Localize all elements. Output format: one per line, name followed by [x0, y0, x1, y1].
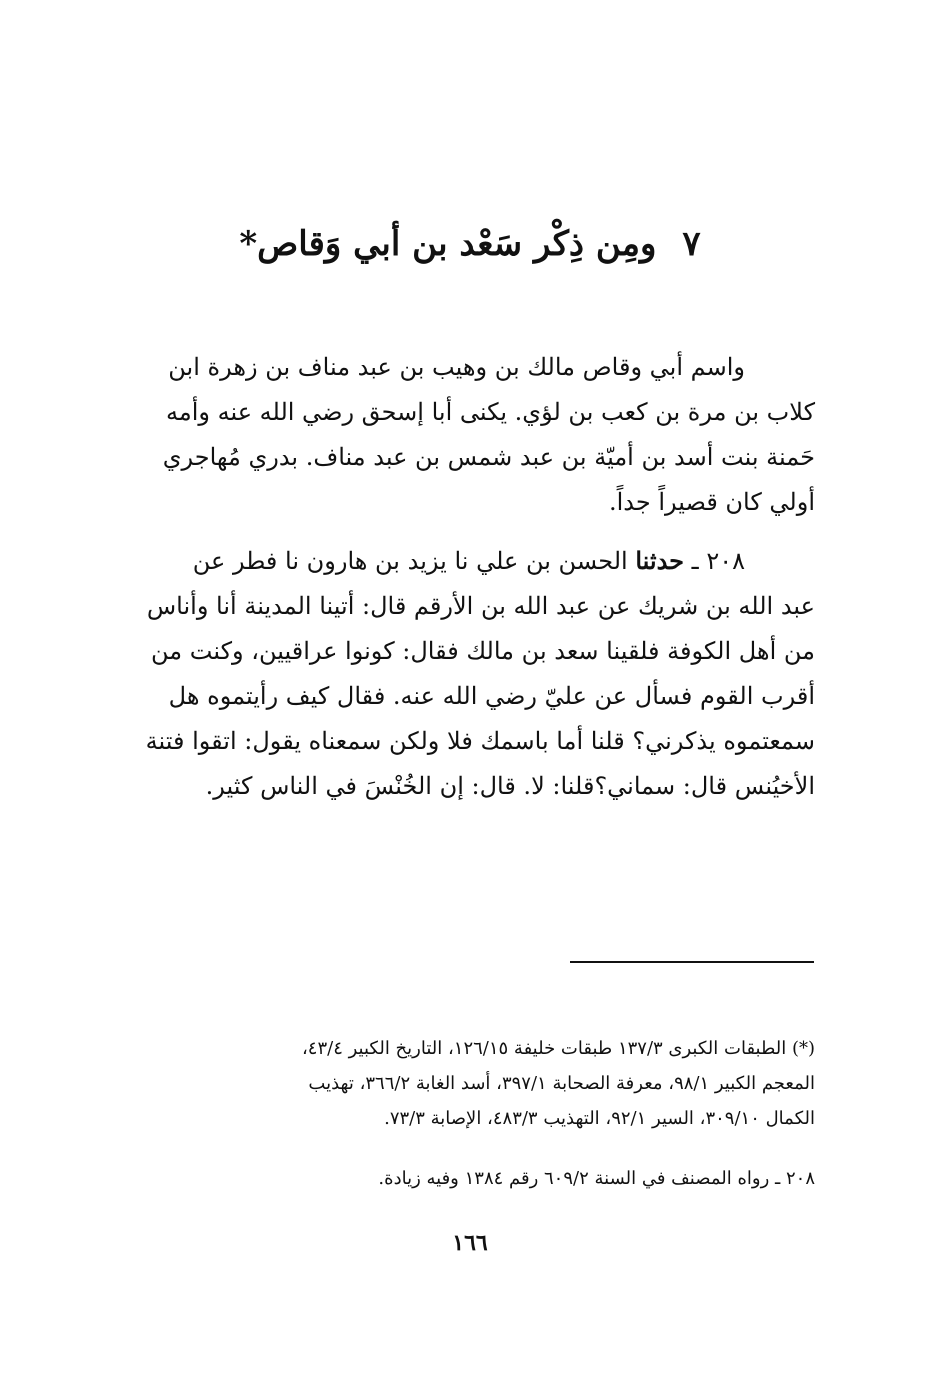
- paragraph-line: واسم أبي وقاص مالك بن وهيب بن عبد مناف بن زهرة ابن: [168, 353, 745, 381]
- footnote-separator: [570, 961, 814, 963]
- chapter-title: ومِن ذِكْر سَعْد بن أبي وَقاص*: [239, 224, 657, 264]
- hadith-number: ٢٠٨ ـ: [691, 547, 745, 575]
- paragraph-line: كلاب بن مرة بن كعب بن لؤي. يكنى أبا إسحق رضي الله عنه وأمه: [165, 398, 815, 426]
- paragraph-line: أقرب القوم فسأل عن عليّ رضي الله عنه. فقال كيف رأيتموه هل: [168, 682, 815, 710]
- hadith-footnote: [135, 1161, 815, 1196]
- paragraph-line: من أهل الكوفة فلقينا سعد بن مالك فقال: كونوا عراقيين، وكنت من: [151, 637, 815, 665]
- paragraph-line: عبد الله بن شريك عن عبد الله بن الأرقم قال: أتينا المدينة أنا وأناس: [146, 592, 815, 620]
- footnote-line: الكمال ٣٠٩/١٠، السير ٩٢/١، التهذيب ٤٨٣/٣، الإصابة ٧٣/٣.: [384, 1108, 815, 1129]
- hadith-lead-word: حدثنا: [635, 546, 685, 575]
- paragraph-line: سمعتموه يذكرني؟ قلنا أما باسمك فلا ولكن سمعناه يقول: اتقوا فتنة: [145, 727, 815, 755]
- biography-paragraph: [135, 345, 815, 525]
- paragraph-line: أولي كان قصيراً جداً.: [609, 488, 815, 516]
- source-footnote: [135, 1031, 815, 1136]
- footnote-line: المعجم الكبير ٩٨/١، معرفة الصحابة ٣٩٧/١، أسد الغابة ٣٦٦/٢، تهذيب: [308, 1073, 815, 1094]
- paragraph-line: الأخيُنس قال: سماني؟قلنا: لا. قال: إن الخُنْسَ في الناس كثير.: [205, 772, 815, 800]
- footnote-line: (*) الطبقات الكبرى ١٣٧/٣ طبقات خليفة ١٢٦/١٥، التاريخ الكبير ٤٣/٤،: [301, 1038, 815, 1059]
- footnote-line: ٢٠٨ ـ رواه المصنف في السنة ٦٠٩/٢ رقم ١٣٨٤ وفيه زيادة.: [378, 1168, 815, 1189]
- chapter-heading: [220, 212, 720, 276]
- paragraph-line: [135, 538, 815, 584]
- hadith-first-line-text: الحسن بن علي نا يزيد بن هارون نا فطر عن: [192, 547, 628, 575]
- hadith-paragraph: [135, 538, 815, 809]
- paragraph-line: حَمنة بنت أسد بن أميّة بن عبد شمس بن عبد مناف. بدري مُهاجري: [162, 443, 815, 471]
- page-number: ١٦٦: [452, 1230, 488, 1256]
- chapter-number: ٧: [682, 224, 701, 264]
